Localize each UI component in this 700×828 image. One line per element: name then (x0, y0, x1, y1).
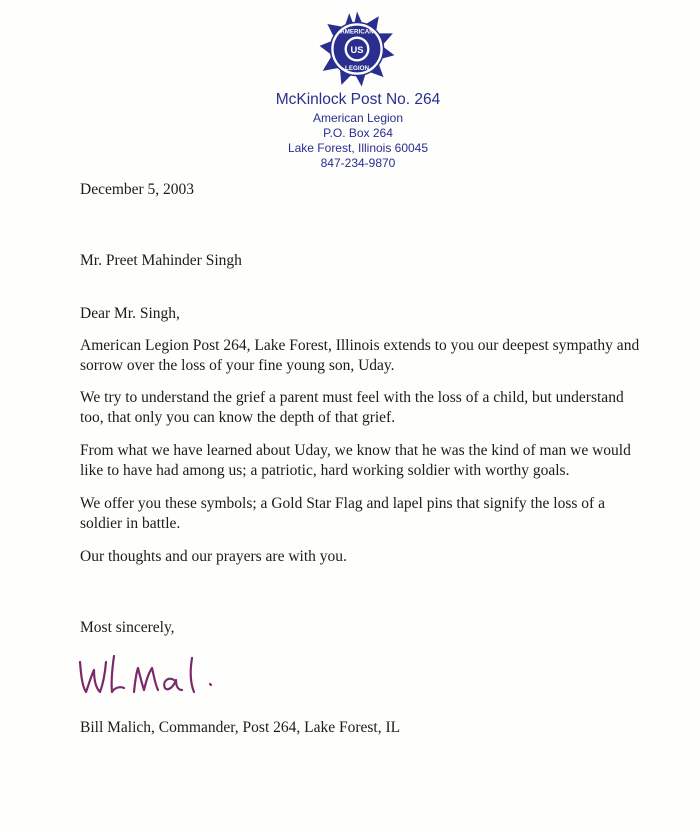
organization-name: American Legion (312, 111, 404, 125)
handwritten-signature (72, 648, 232, 704)
closing: Most sincerely, (80, 619, 175, 636)
letter-date: December 5, 2003 (80, 181, 195, 198)
salutation: Dear Mr. Singh, (80, 305, 180, 322)
signer-name: Bill Malich, Commander, Post 264, Lake Forest, IL (80, 719, 401, 736)
american-legion-emblem-logo (318, 10, 396, 88)
phone-number: 847-234-9870 (320, 156, 396, 170)
recipient-name: Mr. Preet Mahinder Singh (80, 252, 242, 269)
paragraph-1: American Legion Post 264, Lake Forest, Illinois extends to you our deepest sympathy and sorrow over the loss of your fine young son, Uday. (80, 337, 640, 374)
emblem-top-text: AMERICAN (340, 28, 374, 36)
paragraph-4: We offer you these symbols; a Gold Star Flag and lapel pins that signify the loss of a soldier in battle. (80, 495, 605, 532)
emblem-bottom-text: LEGION (345, 65, 369, 73)
city-state-zip: Lake Forest, Illinois 60045 (287, 141, 429, 155)
po-box: P.O. Box 264 (323, 126, 393, 140)
paragraph-3: From what we have learned about Uday, we know that he was the kind of man we would like to have had among us; a patriotic, hard working soldier with worthy goals. (80, 442, 631, 479)
post-name: McKinlock Post No. 264 (275, 91, 441, 108)
paragraph-2: We try to understand the grief a parent must feel with the loss of a child, but understand too, that only you can know the depth of that grief. (80, 389, 624, 426)
paragraph-5: Our thoughts and our prayers are with you. (80, 548, 347, 565)
emblem-center-text: US (350, 44, 364, 55)
letterhead (218, 90, 498, 171)
